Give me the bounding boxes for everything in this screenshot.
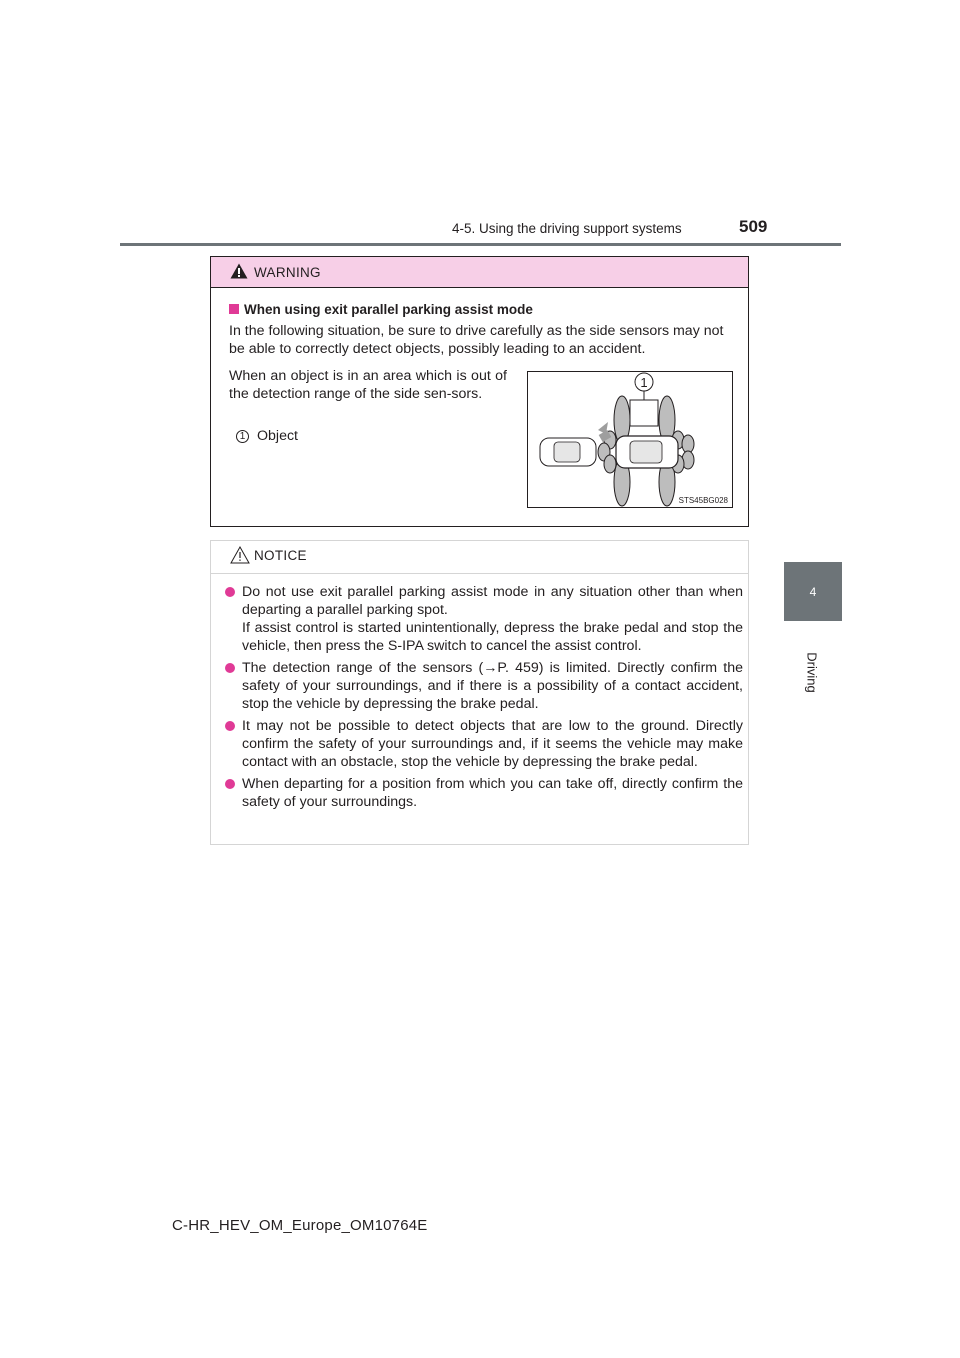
notice-triangle-icon — [230, 546, 250, 564]
warning-subheading-text: When using exit parallel parking assist mode — [244, 302, 533, 317]
warning-body: In the following situation, be sure to drive carefully as the side sensors may not be able to correctly detect objects, possibly leading to an accident. — [229, 323, 724, 357]
warning-subheading — [229, 302, 533, 317]
list-item — [223, 659, 743, 713]
notice-header — [211, 541, 748, 574]
list-item — [223, 583, 743, 655]
square-bullet-icon — [229, 304, 239, 314]
notice-list — [223, 583, 743, 815]
warning-triangle-icon — [230, 263, 248, 279]
section-title: 4-5. Using the driving support systems — [452, 221, 682, 236]
notice-text: Do not use exit parallel parking assist mode in any situation other than when departing a parallel parking spot. — [242, 584, 743, 618]
warning-condition: When an object is in an area which is out of the detection range of the side sen-sors. — [229, 368, 507, 402]
chapter-tab — [784, 562, 842, 621]
warning-header — [211, 257, 748, 288]
bullet-icon — [225, 663, 235, 673]
parking-diagram — [527, 371, 733, 508]
figure-code: STS45BG028 — [678, 496, 728, 505]
header-rule — [120, 243, 841, 246]
notice-text: The detection range of the sensors (→P. 459) is limited. Directly confirm the safety of your surroundings, and if there is a possibility of a contact accident, stop the vehicle by depressing the brake pedal. — [242, 660, 743, 712]
notice-title: NOTICE — [254, 548, 307, 563]
warning-title: WARNING — [254, 265, 321, 280]
legend-text: Object — [257, 428, 299, 444]
chapter-label-text: Driving — [804, 651, 820, 693]
notice-box — [210, 540, 749, 845]
figure-legend — [236, 428, 298, 444]
notice-text: It may not be possible to detect objects that are low to the ground. Directly confirm the safety of your surroundings and, if it seems the vehicle may make contact with an obstacle, stop the vehicle by depressing the brake pedal. — [242, 718, 743, 770]
bullet-icon — [225, 587, 235, 597]
chapter-number: 4 — [809, 584, 817, 599]
notice-text: When departing for a position from which you can take off, directly confirm the safety of your surroundings. — [242, 776, 743, 810]
document-code: C-HR_HEV_OM_Europe_OM10764E — [172, 1217, 428, 1234]
notice-text: If assist control is started unintentionally, depress the brake pedal and stop the vehicle, then press the S-IPA switch to cancel the assist control. — [242, 620, 743, 654]
figure-callout: 1 — [640, 375, 648, 390]
list-item — [223, 775, 743, 811]
parking-diagram-illustration — [528, 372, 732, 507]
warning-box — [210, 256, 749, 527]
chapter-label — [782, 652, 842, 692]
bullet-icon — [225, 721, 235, 731]
list-item — [223, 717, 743, 771]
bullet-icon — [225, 779, 235, 789]
legend-number: 1 — [236, 430, 249, 443]
page-number: 509 — [739, 217, 768, 236]
